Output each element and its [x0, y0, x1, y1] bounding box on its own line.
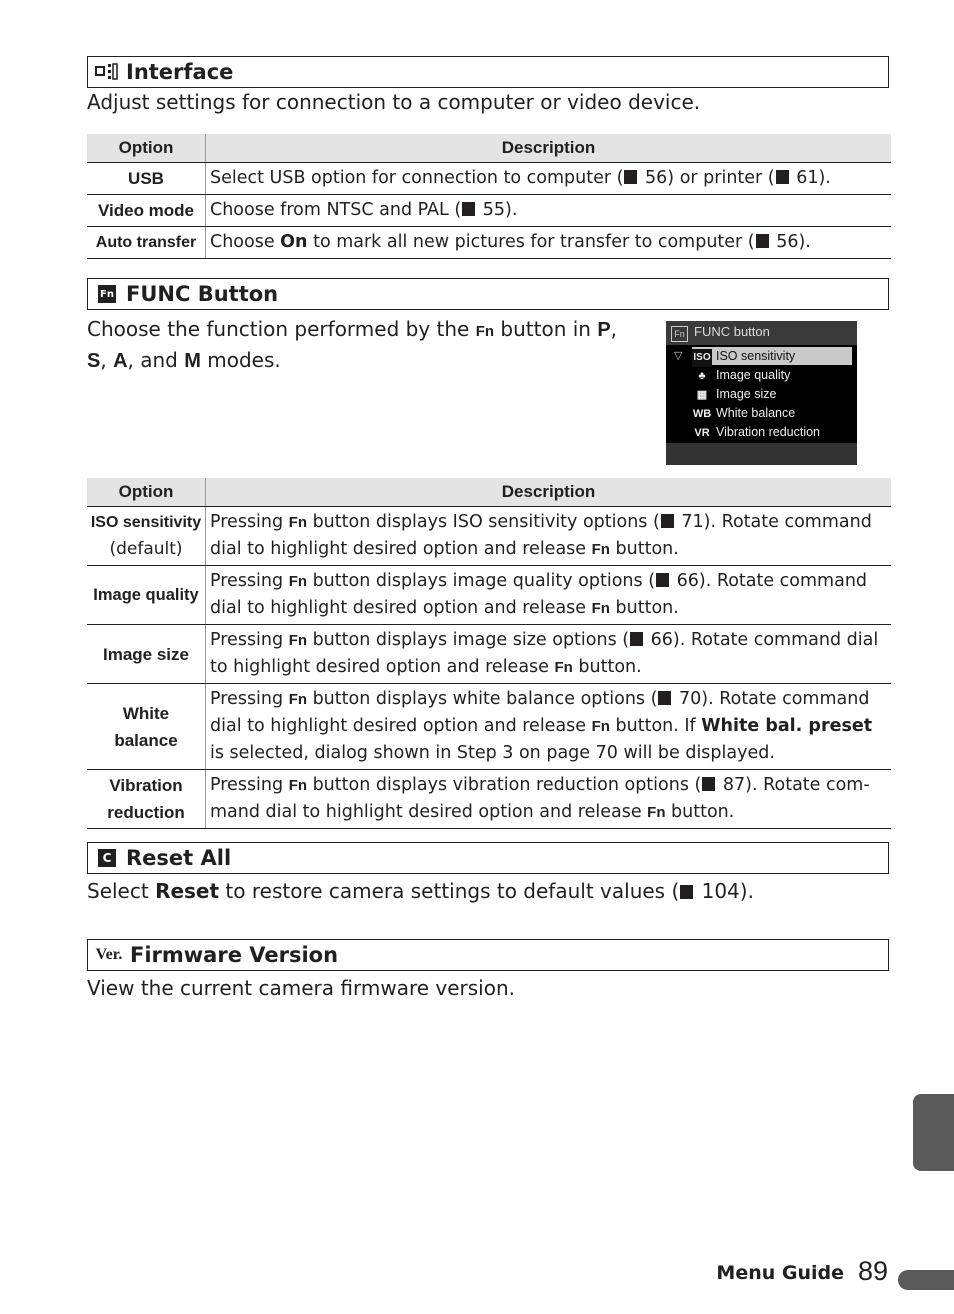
option-description: Pressing Fn button displays white balance options ( 70). Rotate command dial to highlight desired option and release Fn button. If White bal. preset is selected, dialog shown in Step 3 on page 70 will be displayed. — [206, 684, 892, 770]
table-row — [87, 163, 891, 195]
column-header-description: Description — [206, 478, 892, 507]
option-name: White balance — [87, 684, 206, 770]
option-name: Image quality — [87, 566, 206, 625]
table-row — [87, 507, 891, 566]
menu-item-image-quality: ♣ Image quality — [698, 368, 791, 382]
option-description: Pressing Fn button displays vibration reduction options ( 87). Rotate com-mand dial to highlight desired option and release Fn button. — [206, 770, 892, 829]
interface-description: Adjust settings for connection to a computer or video device. — [87, 90, 701, 114]
interface-heading — [87, 56, 889, 88]
scroll-arrow-icon: ▽ — [674, 349, 683, 362]
column-header-option: Option — [87, 134, 206, 163]
page-ref-icon — [630, 632, 643, 646]
page-ref-icon — [624, 170, 637, 184]
footer-label: Menu Guide — [716, 1262, 844, 1284]
firmware-icon: Ver. — [95, 946, 123, 963]
reset-description: Select Reset to restore camera settings to default values ( 104). — [87, 879, 754, 903]
page-ref-icon — [661, 514, 674, 528]
func-button-screen — [666, 321, 857, 465]
menu-item-iso: ISO ISO sensitivity — [692, 347, 852, 365]
screen-title: FUNC button — [694, 324, 770, 339]
page-ref-icon — [702, 777, 715, 791]
func-options-table — [87, 478, 891, 829]
menu-item-vibration-reduction: VR Vibration reduction — [694, 425, 821, 439]
option-description: Pressing Fn button displays ISO sensitivity options ( 71). Rotate command dial to highlight desired option and release Fn button. — [206, 507, 892, 566]
option-description: Pressing Fn button displays image size options ( 66). Rotate command dial to highlight desired option and release Fn button. — [206, 625, 892, 684]
table-row — [87, 770, 891, 829]
page-ref-icon — [462, 202, 475, 216]
page-number: 89 — [858, 1256, 889, 1286]
footer-bar — [898, 1270, 954, 1290]
option-name: Auto transfer — [87, 227, 206, 259]
table-row — [87, 684, 891, 770]
option-name: USB — [87, 163, 206, 195]
page-ref-icon — [756, 234, 769, 248]
table-row — [87, 195, 891, 227]
fn-icon: Fn — [94, 283, 120, 305]
menu-item-white-balance: WB White balance — [692, 406, 796, 420]
func-title: FUNC Button — [126, 282, 279, 306]
reset-icon: C — [94, 847, 120, 869]
column-header-description: Description — [206, 134, 892, 163]
chapter-tab — [913, 1094, 954, 1171]
func-heading — [87, 278, 889, 310]
interface-options-table — [87, 134, 891, 259]
firmware-title: Firmware Version — [130, 943, 339, 967]
option-description: Select USB option for connection to computer ( 56) or printer ( 61). — [206, 163, 892, 195]
reset-title: Reset All — [126, 846, 232, 870]
page-ref-icon — [776, 170, 789, 184]
func-description: Choose the function performed by the Fn button in P, S, A, and M modes. — [87, 317, 618, 372]
page-ref-icon — [680, 885, 693, 899]
reset-heading — [87, 842, 889, 874]
option-description: Choose from NTSC and PAL ( 55). — [206, 195, 892, 227]
option-name: ISO sensitivity (default) — [87, 507, 206, 566]
option-name: Vibration reduction — [87, 770, 206, 829]
interface-icon — [94, 61, 120, 83]
interface-title: Interface — [126, 60, 234, 84]
fn-icon: Fn — [671, 326, 688, 342]
firmware-description: View the current camera firmware version. — [87, 976, 515, 1000]
table-row — [87, 227, 891, 259]
menu-item-image-size: ▦ Image size — [696, 387, 777, 401]
option-name: Video mode — [87, 195, 206, 227]
table-row — [87, 625, 891, 684]
page-ref-icon — [656, 573, 669, 587]
option-description: Choose On to mark all new pictures for transfer to computer ( 56). — [206, 227, 892, 259]
page-ref-icon — [658, 691, 671, 705]
firmware-heading — [87, 939, 889, 971]
option-description: Pressing Fn button displays image quality options ( 66). Rotate command dial to highlight desired option and release Fn button. — [206, 566, 892, 625]
table-row — [87, 566, 891, 625]
column-header-option: Option — [87, 478, 206, 507]
option-name: Image size — [87, 625, 206, 684]
